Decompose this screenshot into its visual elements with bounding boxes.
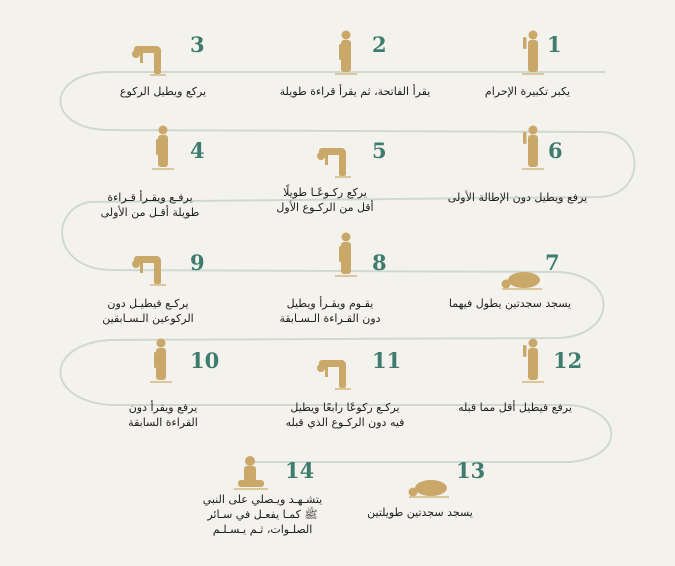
bowing-figure-icon: [130, 38, 170, 82]
step-description: يتشـهـد ويـصلي على النبي ﷺ كمـا يفعـل في سـائر الصلـوات، ثـم يـسـلـم: [202, 493, 323, 536]
step-number: 3: [190, 32, 205, 57]
step-number: 1: [547, 32, 562, 57]
step-number: 4: [190, 138, 205, 163]
step-description: يقرأ الفاتحة، ثم يقرأ قراءة طويلة: [279, 85, 431, 98]
step-description: يكبر تكبيرة الإحرام: [484, 85, 571, 98]
step-description: يرفع فيطيل أقل مما قبله: [458, 401, 572, 414]
standing-figure-icon: [150, 125, 176, 175]
step-description: يرفع ويقرأ دون القراءة السابقة: [128, 401, 198, 429]
step-description: يرفع ويطيل دون الإطالة الأولى: [447, 191, 588, 204]
step-description: يركـع فيطيـل دون الركوعين الـسـابقين: [102, 297, 194, 325]
sitting-figure-icon: [230, 455, 270, 497]
step-number: 11: [372, 348, 402, 373]
step-description: يركع ويطيل الركوع: [119, 85, 207, 98]
standing-hands-raised-figure-icon: [520, 30, 546, 80]
step-number: 9: [190, 250, 205, 275]
bowing-figure-icon: [315, 140, 355, 184]
step-description: يقـوم ويقـرأ ويطيل دون القـراءة الـسـابقة: [279, 297, 381, 325]
step-number: 5: [372, 138, 387, 163]
step-description: يركـع ركوعًا رابعًا ويطيل فيه دون الركـوع الذي قبله: [285, 401, 405, 429]
step-description: يركع ركـوعًـا طويلًا أقل من الركـوع الأول: [276, 186, 374, 214]
standing-figure-icon: [333, 232, 359, 282]
step-description: يرفـع ويقـرأ قـراءة طويلة أقـل من الأولى: [100, 191, 200, 219]
standing-figure-icon: [148, 338, 174, 388]
standing-hands-raised-figure-icon: [520, 125, 546, 175]
step-number: 10: [190, 348, 220, 373]
step-description: يسجد سجدتين طويلتين: [367, 506, 473, 519]
step-number: 6: [548, 138, 563, 163]
step-number: 14: [285, 458, 315, 483]
standing-hands-raised-figure-icon: [520, 338, 546, 388]
prostrating-figure-icon: [405, 470, 451, 504]
prostrating-figure-icon: [498, 262, 544, 296]
bowing-figure-icon: [130, 248, 170, 292]
bowing-figure-icon: [315, 352, 355, 396]
step-number: 2: [372, 32, 387, 57]
standing-figure-icon: [333, 30, 359, 80]
step-number: 13: [456, 458, 486, 483]
step-number: 12: [553, 348, 583, 373]
step-number: 8: [372, 250, 387, 275]
step-number: 7: [545, 250, 560, 275]
step-description: يسجد سجدتين يطول فيهما: [448, 297, 572, 310]
